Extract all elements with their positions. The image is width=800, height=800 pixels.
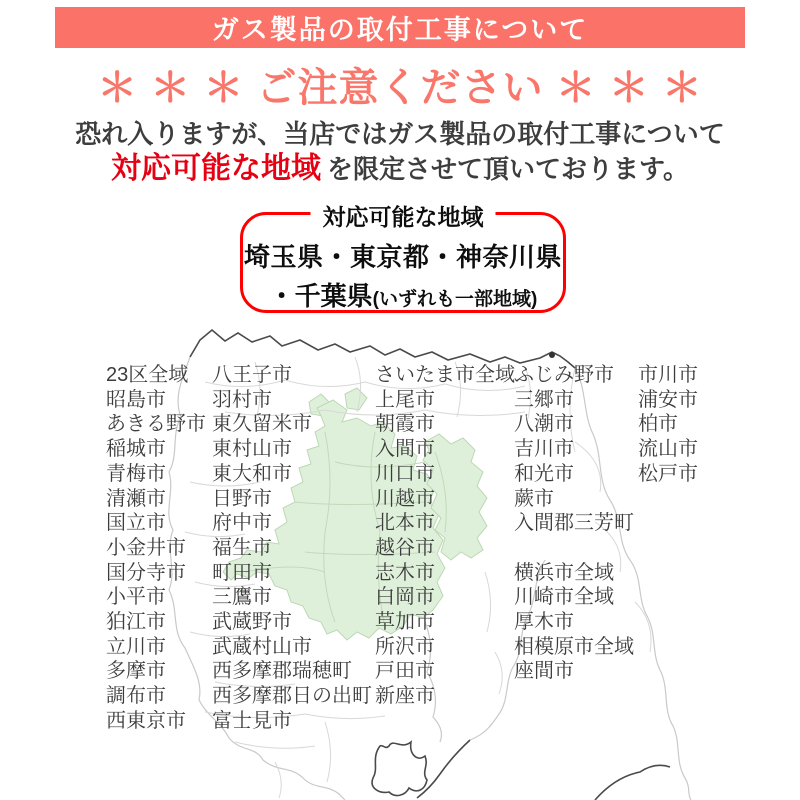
city-label: 三鷹市	[212, 586, 272, 608]
city-label: 川越市	[375, 488, 435, 510]
city-label: 志木市	[375, 562, 435, 584]
region-line2-main: ・千葉県	[268, 281, 373, 311]
city-label: ふじみ野市	[514, 364, 614, 386]
kanto-map	[0, 322, 800, 800]
city-label: 八王子市	[212, 364, 292, 386]
caution-heading: ＊ ＊ ＊ ご注意ください ＊ ＊ ＊	[97, 66, 703, 110]
city-label: 国分寺市	[106, 562, 186, 584]
city-label: 立川市	[106, 636, 166, 658]
city-label: 西多摩郡瑞穂町	[212, 660, 352, 682]
region-line2-note: (いずれも一部地域)	[372, 289, 538, 310]
region-prefectures-line2	[243, 276, 563, 313]
city-label: 国立市	[106, 512, 166, 534]
region-box	[240, 204, 566, 313]
city-label: 府中市	[212, 512, 272, 534]
city-label: 東大和市	[212, 463, 292, 485]
region-prefectures-line1: 埼玉県・東京都・神奈川県	[243, 242, 562, 272]
city-label: 吉川市	[514, 438, 574, 460]
city-label: 武蔵村山市	[212, 636, 312, 658]
city-label: 柏市	[638, 413, 678, 435]
city-label: 浦安市	[638, 389, 698, 411]
city-label: 調布市	[106, 685, 166, 707]
city-grid	[0, 364, 800, 800]
city-label: 多摩市	[106, 660, 166, 682]
city-label: 蕨市	[514, 488, 554, 510]
intro-line1: 恐れ入りますが、当店ではガス製品の取付工事について	[75, 119, 725, 149]
city-label: 23区全域	[106, 364, 189, 386]
city-label: 福生市	[212, 537, 272, 559]
city-label: 青梅市	[106, 463, 166, 485]
city-label: 小金井市	[106, 537, 186, 559]
city-label: 東久留米市	[212, 413, 312, 435]
city-label: 座間市	[514, 660, 574, 682]
intro-line2-rest: を限定させて頂いております。	[327, 154, 689, 184]
city-label: 朝霞市	[375, 413, 435, 435]
city-label: 武蔵野市	[212, 611, 292, 633]
city-label: 東村山市	[212, 438, 292, 460]
city-label: 川崎市全域	[514, 586, 614, 608]
banner-title: ガス製品の取付工事について	[211, 15, 589, 45]
city-label: 流山市	[638, 438, 698, 460]
city-label: 小平市	[106, 586, 166, 608]
city-label: 相模原市全域	[514, 636, 634, 658]
city-label: 上尾市	[375, 389, 435, 411]
city-label: 羽村市	[212, 389, 272, 411]
intro-text	[0, 118, 800, 186]
city-label: 北本市	[375, 512, 435, 534]
city-label: あきる野市	[106, 413, 206, 435]
city-label: 富士見市	[212, 710, 292, 732]
city-label: 町田市	[212, 562, 272, 584]
banner	[55, 7, 745, 48]
intro-line2	[0, 152, 800, 186]
city-label: 入間市	[375, 438, 435, 460]
north-border-line	[190, 330, 575, 368]
city-label: 越谷市	[375, 537, 435, 559]
city-label: 横浜市全域	[514, 562, 614, 584]
city-label: 狛江市	[106, 611, 166, 633]
border-dot	[549, 352, 555, 358]
city-label: 草加市	[375, 611, 435, 633]
city-label: さいたま市全域	[375, 364, 515, 386]
city-label: 市川市	[638, 364, 698, 386]
city-label: 入間郡三芳町	[514, 512, 634, 534]
city-label: 川口市	[375, 463, 435, 485]
city-label: 和光市	[514, 463, 574, 485]
city-label: 稲城市	[106, 438, 166, 460]
city-label: 西東京市	[106, 710, 186, 732]
city-label: 三郷市	[514, 389, 574, 411]
city-label: 白岡市	[375, 586, 435, 608]
intro-highlight: 対応可能な地域	[111, 152, 322, 185]
city-label: 松戸市	[638, 463, 698, 485]
city-label: 八潮市	[514, 413, 574, 435]
city-label: 昭島市	[106, 389, 166, 411]
city-label: 新座市	[375, 685, 435, 707]
city-label: 日野市	[212, 488, 272, 510]
city-label: 戸田市	[375, 660, 435, 682]
region-box-label: 対応可能な地域	[311, 199, 496, 232]
city-label: 清瀬市	[106, 488, 166, 510]
city-label: 所沢市	[375, 636, 435, 658]
city-label: 西多摩郡日の出町	[212, 685, 372, 707]
city-label: 厚木市	[514, 611, 574, 633]
